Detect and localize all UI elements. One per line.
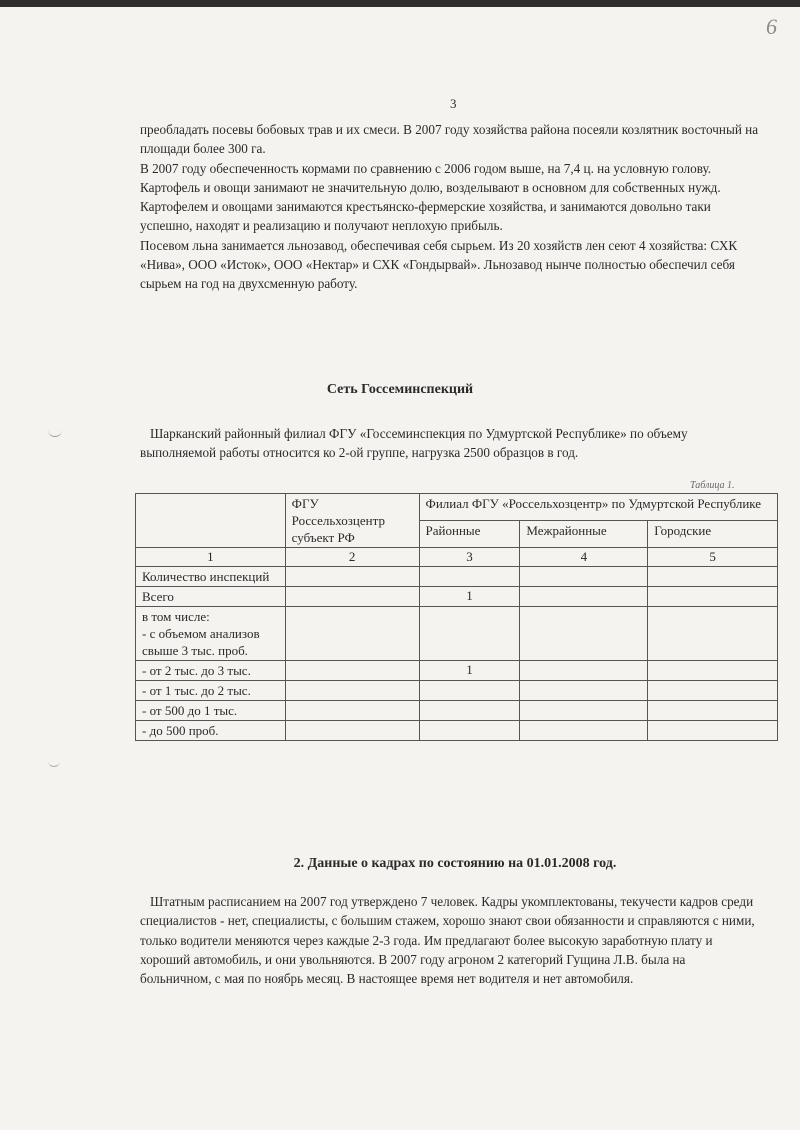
page-number: 3: [450, 96, 457, 111]
table-number-row: [136, 548, 778, 567]
paragraph: В 2007 году обеспеченность кормами по сравнению с 2006 годом выше, на 7,4 ц. на условную голову.: [140, 160, 712, 176]
table-row: [136, 607, 778, 661]
paragraph: Посевом льна занимается льнозавод, обеспечивая себя сырьем. Из 20 хозяйств лен сеют 4 хозяйства: СХК «Нива», ООО «Исток», ООО «Нектар» и СХК «Гондырвай». Льнозавод нынче полностью обеспечил себя сырьем на год на двухсменную работу.: [140, 237, 738, 292]
table-cell: [520, 587, 648, 607]
table-cell: [285, 661, 419, 681]
table-cell: 2: [285, 548, 419, 567]
table-cell: [419, 681, 520, 701]
section-paragraph: Штатным расписанием на 2007 год утверждено 7 человек. Кадры укомплектованы, текучести кадров среди специалистов - нет, специалисты, с большим стажем, хорошо знают свои обязанности и справляются с ними, только водители меняются через каждые 2-3 года. Им предлагают более высокую заработную плату и хороший автомобиль, и они увольняются. В 2007 году агроном 2 категорий Гущина Л.В. была на больничном, с мая по ноябрь месяц. В настоящее время нет водителя и нет автомобиля.: [140, 894, 755, 987]
table-cell: [419, 607, 520, 661]
table-cell: [285, 701, 419, 721]
table-cell: [648, 681, 778, 701]
table-header-row: [136, 494, 778, 521]
table-cell: [648, 587, 778, 607]
table-cell: [648, 607, 778, 661]
table-cell: [419, 567, 520, 587]
table-row: [136, 701, 778, 721]
table-cell: [648, 567, 778, 587]
table-cell: [419, 721, 520, 741]
row-label: - от 500 до 1 тыс.: [136, 701, 286, 721]
table-row: [136, 681, 778, 701]
margin-mark: [48, 428, 62, 437]
inspection-table: [135, 493, 778, 741]
table-header-cell: Межрайонные: [520, 521, 648, 548]
table-cell: [285, 721, 419, 741]
row-label: Всего: [136, 587, 286, 607]
table-cell: [648, 701, 778, 721]
table-cell: 1: [136, 548, 286, 567]
table-header-cell: Городские: [648, 521, 778, 548]
table-header-cell: Филиал ФГУ «Россельхозцентр» по Удмуртской Республике: [419, 494, 777, 521]
table-cell: 1: [419, 587, 520, 607]
row-label: в том числе: - с объемом анализов свыше 3 тыс. проб.: [136, 607, 286, 661]
table-cell: [285, 681, 419, 701]
paragraph: преобладать посевы бобовых трав и их смеси. В 2007 году хозяйства района посеяли козлятник восточный на площади более 300 га.: [140, 122, 759, 157]
handwritten-page-mark: 6: [766, 14, 777, 39]
table-cell: [520, 721, 648, 741]
row-label: Количество инспекций: [136, 567, 286, 587]
table-cell: [648, 721, 778, 741]
table-header-cell: [136, 494, 286, 548]
section-paragraph: Шарканский районный филиал ФГУ «Госсеминспекция по Удмуртской Республике» по объему выполняемой работы относится ко 2-ой группе, нагрузка 2500 образцов в год.: [140, 426, 688, 461]
table-cell: [285, 607, 419, 661]
table-cell: [520, 681, 648, 701]
table-row: [136, 567, 778, 587]
table-cell: [285, 567, 419, 587]
paragraph: Картофель и овощи занимают не значительную долю, возделывают в основном для собственных нужд. Картофелем и овощами занимаются крестьянско-фермерские хозяйства, и занимаются довольно таки успешно, находят и реализацию и получают неплохую прибыль.: [140, 179, 721, 234]
table-row: [136, 587, 778, 607]
intro-text: [140, 120, 760, 294]
table-cell: 4: [520, 548, 648, 567]
row-label: - от 2 тыс. до 3 тыс.: [136, 661, 286, 681]
table-row: [136, 721, 778, 741]
row-label: - от 1 тыс. до 2 тыс.: [136, 681, 286, 701]
table-cell: [419, 701, 520, 721]
section-title: Сеть Госсеминспекций: [326, 382, 474, 397]
table-cell: [520, 607, 648, 661]
table-cell: 5: [648, 548, 778, 567]
table-cell: 1: [419, 661, 520, 681]
row-label: - до 500 проб.: [136, 721, 286, 741]
table-cell: [285, 587, 419, 607]
scan-top-edge: [0, 0, 800, 7]
table-header-cell: ФГУ Россельхозцентр субъект РФ: [285, 494, 419, 548]
table-caption: Таблица 1.: [690, 480, 735, 491]
table-row: [136, 661, 778, 681]
section-title: 2. Данные о кадрах по состоянию на 01.01.2008 год.: [293, 856, 617, 871]
table-cell: [520, 661, 648, 681]
table-cell: 3: [419, 548, 520, 567]
table-header-cell: Районные: [419, 521, 520, 548]
margin-mark: [48, 760, 60, 767]
table-cell: [520, 701, 648, 721]
table-cell: [648, 661, 778, 681]
table-cell: [520, 567, 648, 587]
